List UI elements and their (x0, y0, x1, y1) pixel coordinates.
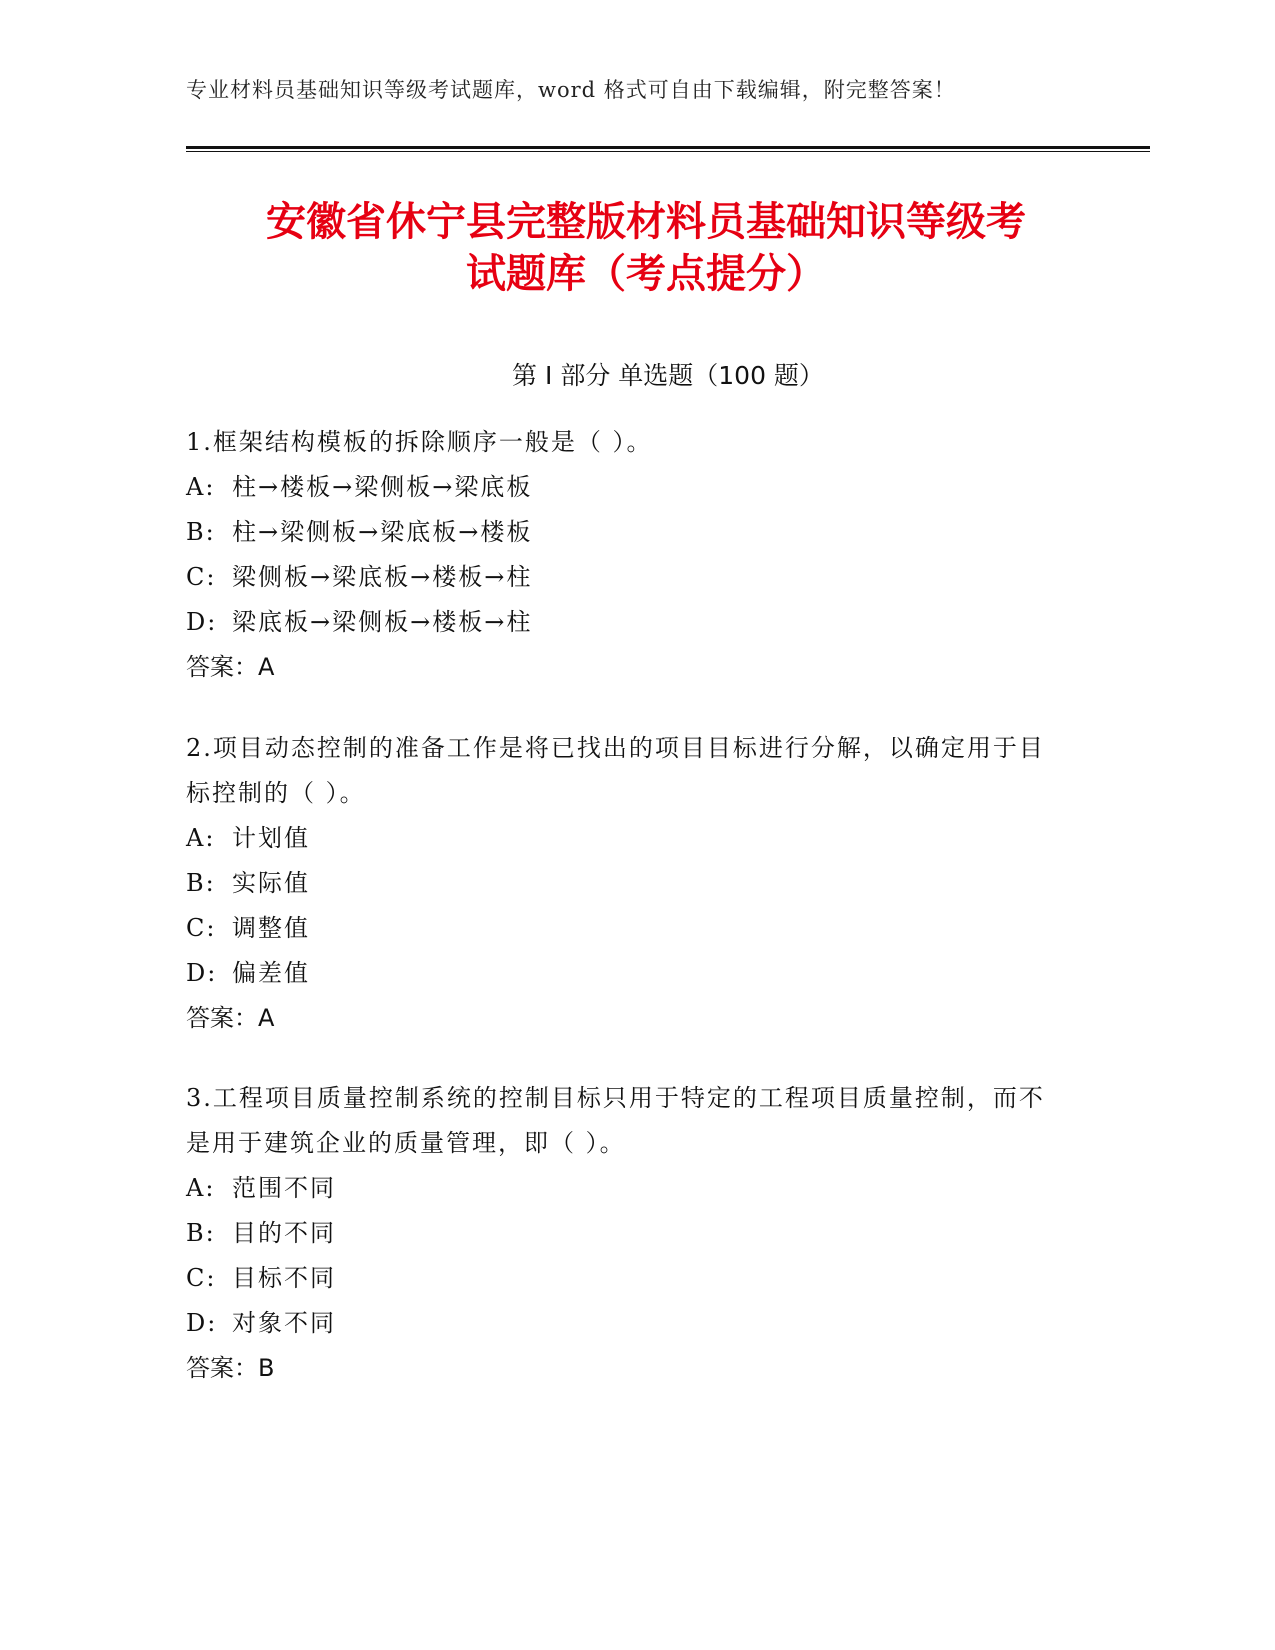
section-heading: 第 I 部分 单选题（100 题） (512, 361, 824, 390)
option-letter: C: (186, 1264, 217, 1292)
option-text: 实际值 (232, 869, 310, 897)
option-text: 计划值 (232, 824, 310, 852)
option-a (186, 816, 1066, 861)
question-1 (186, 420, 1066, 690)
option-text: 梁侧板→梁底板→楼板→柱 (232, 563, 533, 591)
option-text: 梁底板→梁侧板→楼板→柱 (232, 608, 533, 636)
header-note: 专业材料员基础知识等级考试题库，word 格式可自由下载编辑，附完整答案！ (186, 78, 956, 102)
option-b (186, 861, 1066, 906)
answer-line: 答案：A (186, 1004, 275, 1032)
option-letter: B: (186, 1219, 216, 1247)
option-letter: B: (186, 518, 216, 546)
question-stem: 1.框架结构模板的拆除顺序一般是（ ）。 (186, 428, 653, 456)
option-letter: D: (186, 608, 218, 636)
document-title-line-1: 安徽省休宁县完整版材料员基础知识等级考 (266, 199, 1026, 245)
header-rule-thin (186, 151, 1150, 152)
option-letter: C: (186, 563, 217, 591)
option-letter: A: (186, 824, 216, 852)
question-stem: 2.项目动态控制的准备工作是将已找出的项目目标进行分解，以确定用于目标控制的（ ）。 (186, 734, 1045, 807)
question-2 (186, 726, 1066, 1041)
option-c (186, 906, 1066, 951)
option-d (186, 951, 1066, 996)
option-letter: B: (186, 869, 216, 897)
option-d (186, 1301, 1066, 1346)
option-text: 调整值 (232, 914, 310, 942)
option-d (186, 600, 1066, 645)
option-a (186, 1166, 1066, 1211)
option-letter: A: (186, 473, 216, 501)
option-text: 目标不同 (232, 1264, 336, 1292)
option-text: 柱→梁侧板→梁底板→楼板 (232, 518, 533, 546)
option-text: 对象不同 (232, 1309, 336, 1337)
question-stem: 3.工程项目质量控制系统的控制目标只用于特定的工程项目质量控制，而不是用于建筑企业的质量管理，即（ ）。 (186, 1084, 1045, 1157)
question-3 (186, 1076, 1066, 1391)
answer-line: 答案：A (186, 653, 275, 681)
option-letter: C: (186, 914, 217, 942)
option-text: 偏差值 (232, 959, 310, 987)
option-text: 目的不同 (232, 1219, 336, 1247)
answer-line: 答案：B (186, 1354, 275, 1382)
option-c (186, 555, 1066, 600)
option-text: 范围不同 (232, 1174, 336, 1202)
option-a (186, 465, 1066, 510)
option-letter: A: (186, 1174, 216, 1202)
option-b (186, 510, 1066, 555)
document-title-line-2: 试题库（考点提分） (466, 251, 826, 297)
document-title (186, 196, 1106, 300)
option-text: 柱→楼板→梁侧板→梁底板 (232, 473, 533, 501)
option-letter: D: (186, 1309, 218, 1337)
option-letter: D: (186, 959, 218, 987)
option-b (186, 1211, 1066, 1256)
option-c (186, 1256, 1066, 1301)
header-rule-thick (186, 146, 1150, 149)
